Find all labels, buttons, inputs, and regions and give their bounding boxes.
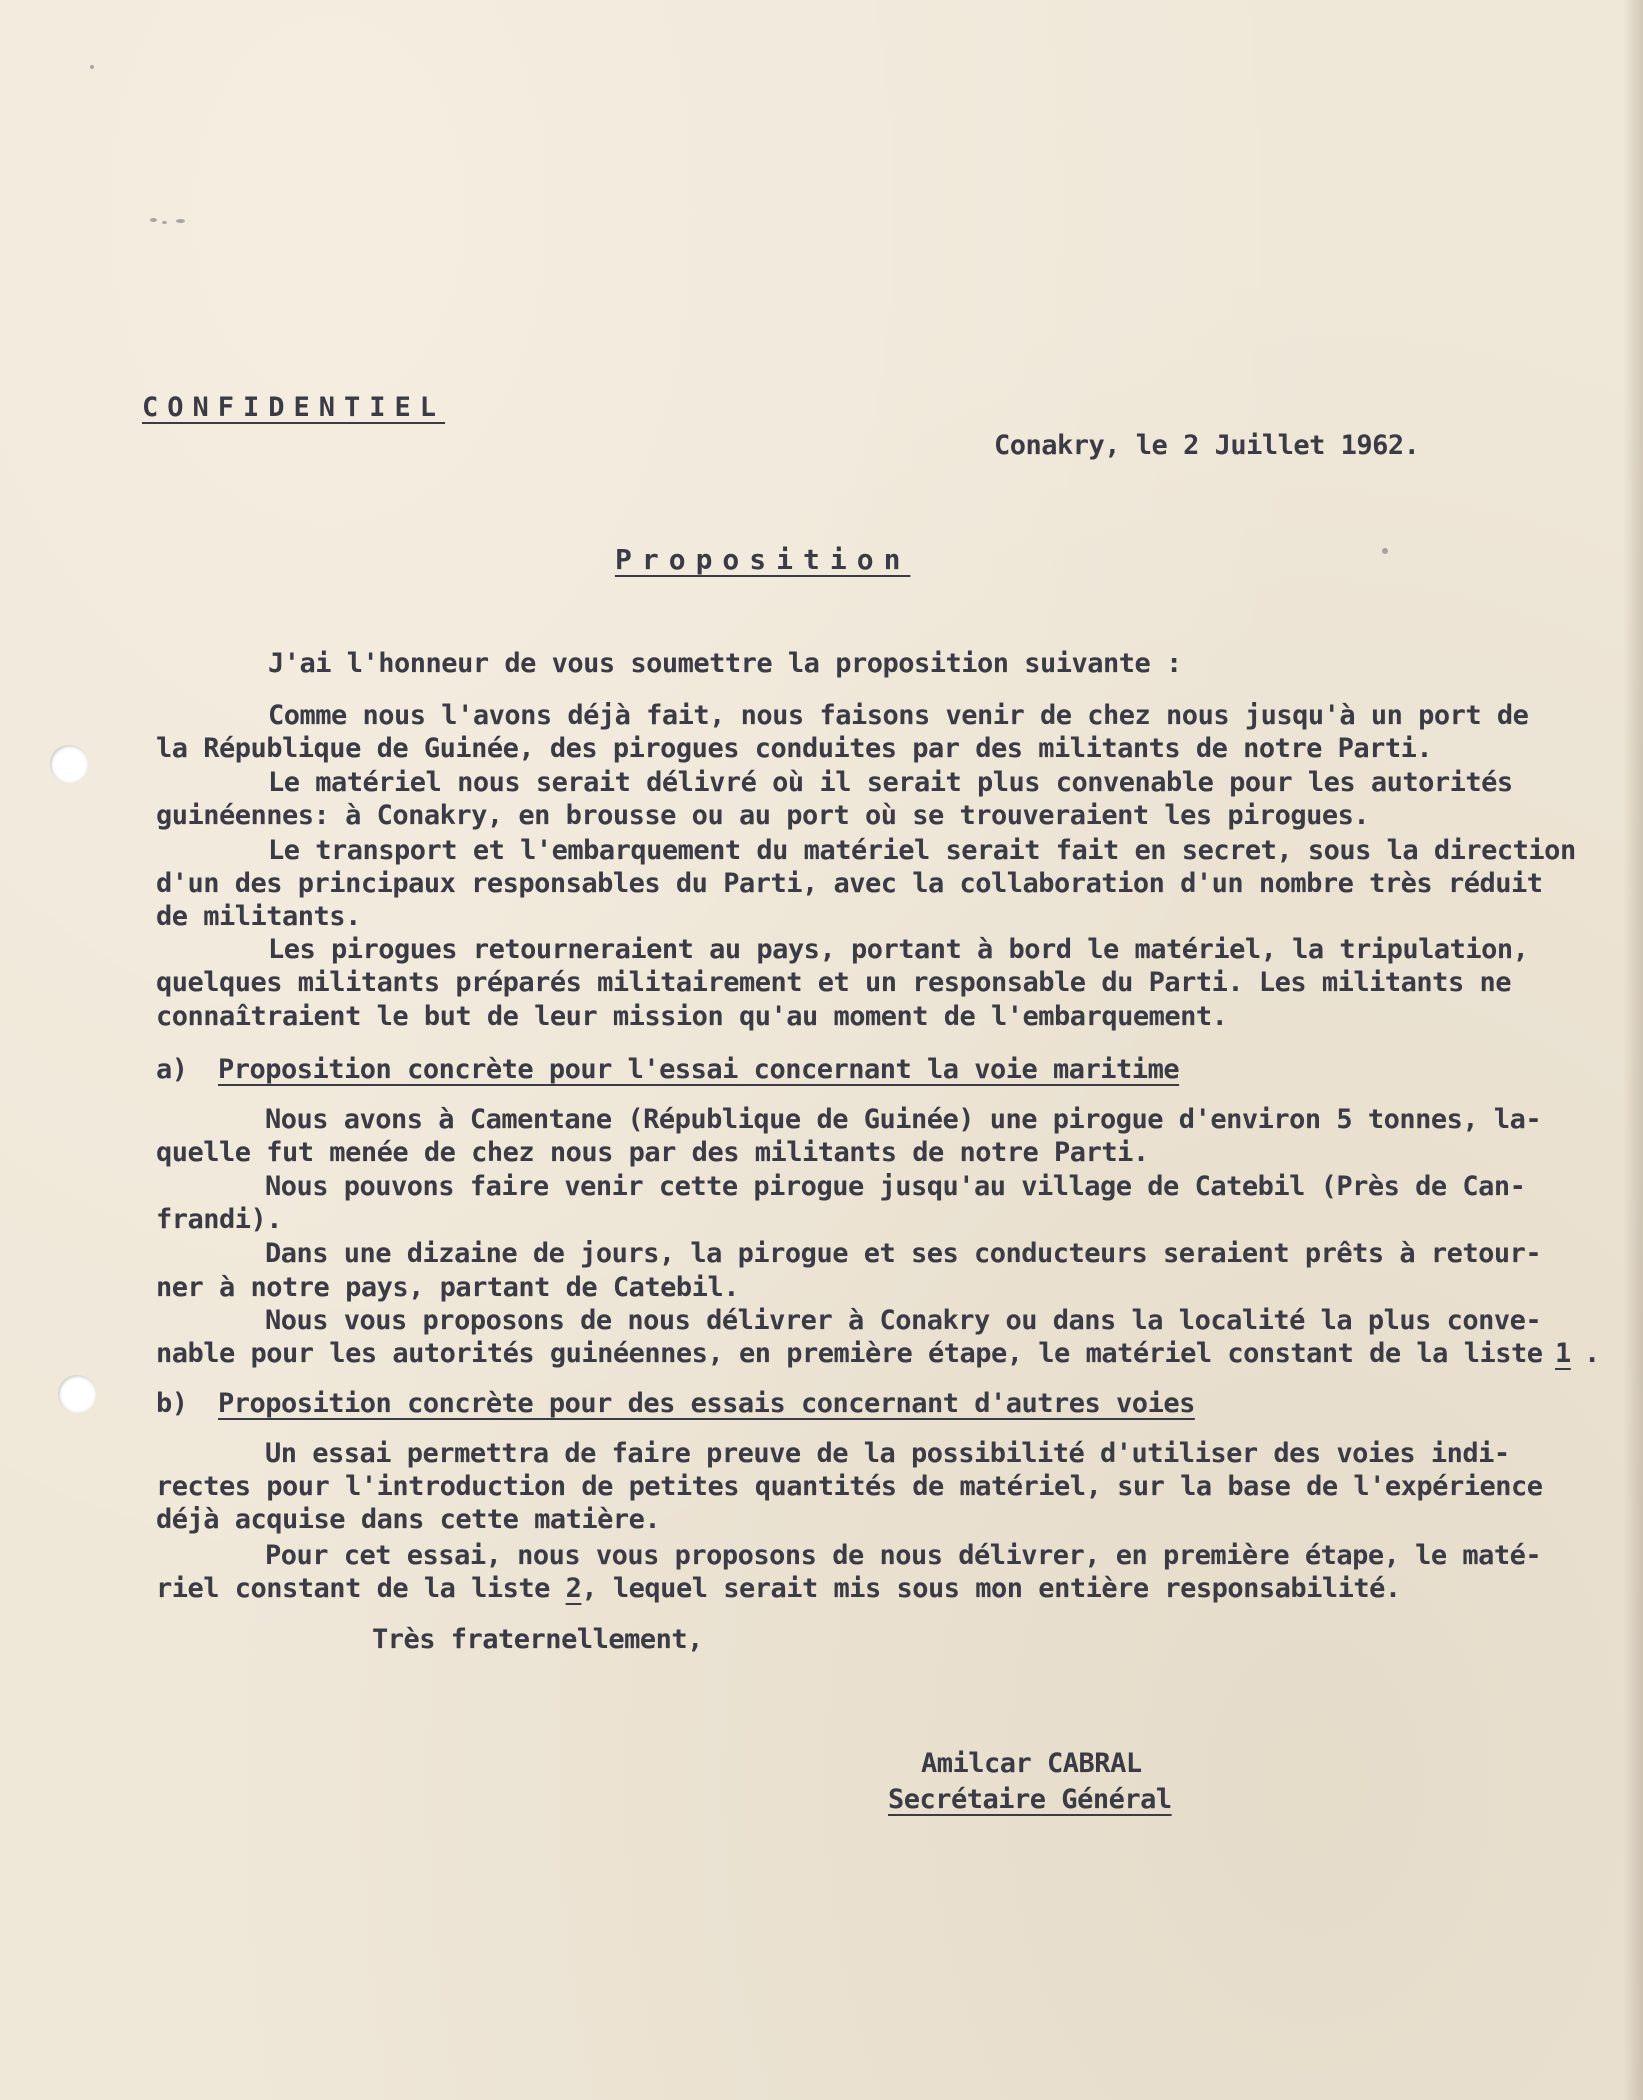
- body-line: Le matériel nous serait délivré où il serait plus convenable pour les autorités: [268, 767, 1513, 798]
- signature-title: Secrétaire Général: [888, 1784, 1172, 1815]
- closing: Très fraternellement,: [372, 1624, 703, 1655]
- body-line: quelle fut menée de chez nous par des militants de notre Parti.: [156, 1137, 1149, 1168]
- body-line: Comme nous l'avons déjà fait, nous faisons venir de chez nous jusqu'à un port de: [268, 700, 1529, 731]
- body-line: Le transport et l'embarquement du matériel serait fait en secret, sous la direction: [268, 835, 1576, 866]
- body-text: , lequel serait mis sous mon entière responsabilité.: [581, 1573, 1401, 1604]
- list-number-1: 1: [1555, 1338, 1571, 1369]
- body-line: Nous avons à Camentane (République de Guinée) une pirogue d'environ 5 tonnes, la-: [265, 1104, 1542, 1135]
- ink-speck: [1382, 548, 1388, 554]
- body-line: nable pour les autorités guinéennes, en première étape, le matériel constant de la liste: [156, 1338, 1543, 1369]
- body-line: quelques militants préparés militairement et un responsable du Parti. Les militants ne: [156, 967, 1511, 998]
- ink-speck: [162, 221, 167, 224]
- body-line: ner à notre pays, partant de Catebil.: [156, 1272, 739, 1303]
- classification-label: CONFIDENTIEL: [142, 392, 446, 423]
- salutation: J'ai l'honneur de vous soumettre la proposition suivante :: [268, 648, 1182, 679]
- section-a-letter: a): [156, 1054, 188, 1085]
- page-edge-shadow: [1623, 0, 1643, 2100]
- body-text: riel constant de la liste: [156, 1573, 566, 1604]
- body-line: de militants.: [156, 901, 361, 932]
- body-line: Dans une dizaine de jours, la pirogue et ses conducteurs seraient prêts à retour-: [265, 1238, 1542, 1269]
- body-line: guinéennes: à Conakry, en brousse ou au port où se trouveraient les pirogues.: [156, 800, 1370, 831]
- section-b-letter: b): [156, 1388, 188, 1419]
- signature-name: Amilcar CABRAL: [921, 1748, 1142, 1779]
- body-line: Nous pouvons faire venir cette pirogue jusqu'au village de Catebil (Près de Can-: [265, 1171, 1526, 1202]
- body-line: Nous vous proposons de nous délivrer à Conakry ou dans la localité la plus conve-: [265, 1305, 1542, 1336]
- ink-speck: [150, 218, 157, 222]
- body-line: Pour cet essai, nous vous proposons de nous délivrer, en première étape, le maté-: [265, 1540, 1542, 1571]
- body-line: déjà acquise dans cette matière.: [156, 1504, 661, 1535]
- section-b-heading: Proposition concrète pour des essais concernant d'autres voies: [218, 1388, 1195, 1419]
- punch-hole-top: [50, 745, 88, 783]
- body-line: Les pirogues retourneraient au pays, portant à bord le matériel, la tripulation,: [268, 934, 1529, 965]
- body-line: d'un des principaux responsables du Parti, avec la collaboration d'un nombre très réduit: [156, 868, 1543, 899]
- body-line: rectes pour l'introduction de petites quantités de matériel, sur la base de l'expérience: [156, 1471, 1543, 1502]
- body-line: connaîtraient le but de leur mission qu'au moment de l'embarquement.: [156, 1001, 1228, 1032]
- ink-speck: [176, 219, 185, 223]
- place-date: Conakry, le 2 Juillet 1962.: [994, 430, 1420, 461]
- body-line: la République de Guinée, des pirogues conduites par des militants de notre Parti.: [156, 733, 1433, 764]
- list-end-period: .: [1584, 1338, 1600, 1369]
- page-title: Proposition: [615, 543, 911, 576]
- list-number-2: 2: [565, 1573, 582, 1604]
- punch-hole-bottom: [58, 1375, 96, 1413]
- body-line: [156, 1573, 1401, 1605]
- body-line: frandi).: [156, 1204, 283, 1235]
- ink-speck: [90, 65, 94, 69]
- body-line: Un essai permettra de faire preuve de la possibilité d'utiliser des voies indi-: [265, 1438, 1510, 1469]
- section-a-heading: Proposition concrète pour l'essai concernant la voie maritime: [218, 1054, 1180, 1085]
